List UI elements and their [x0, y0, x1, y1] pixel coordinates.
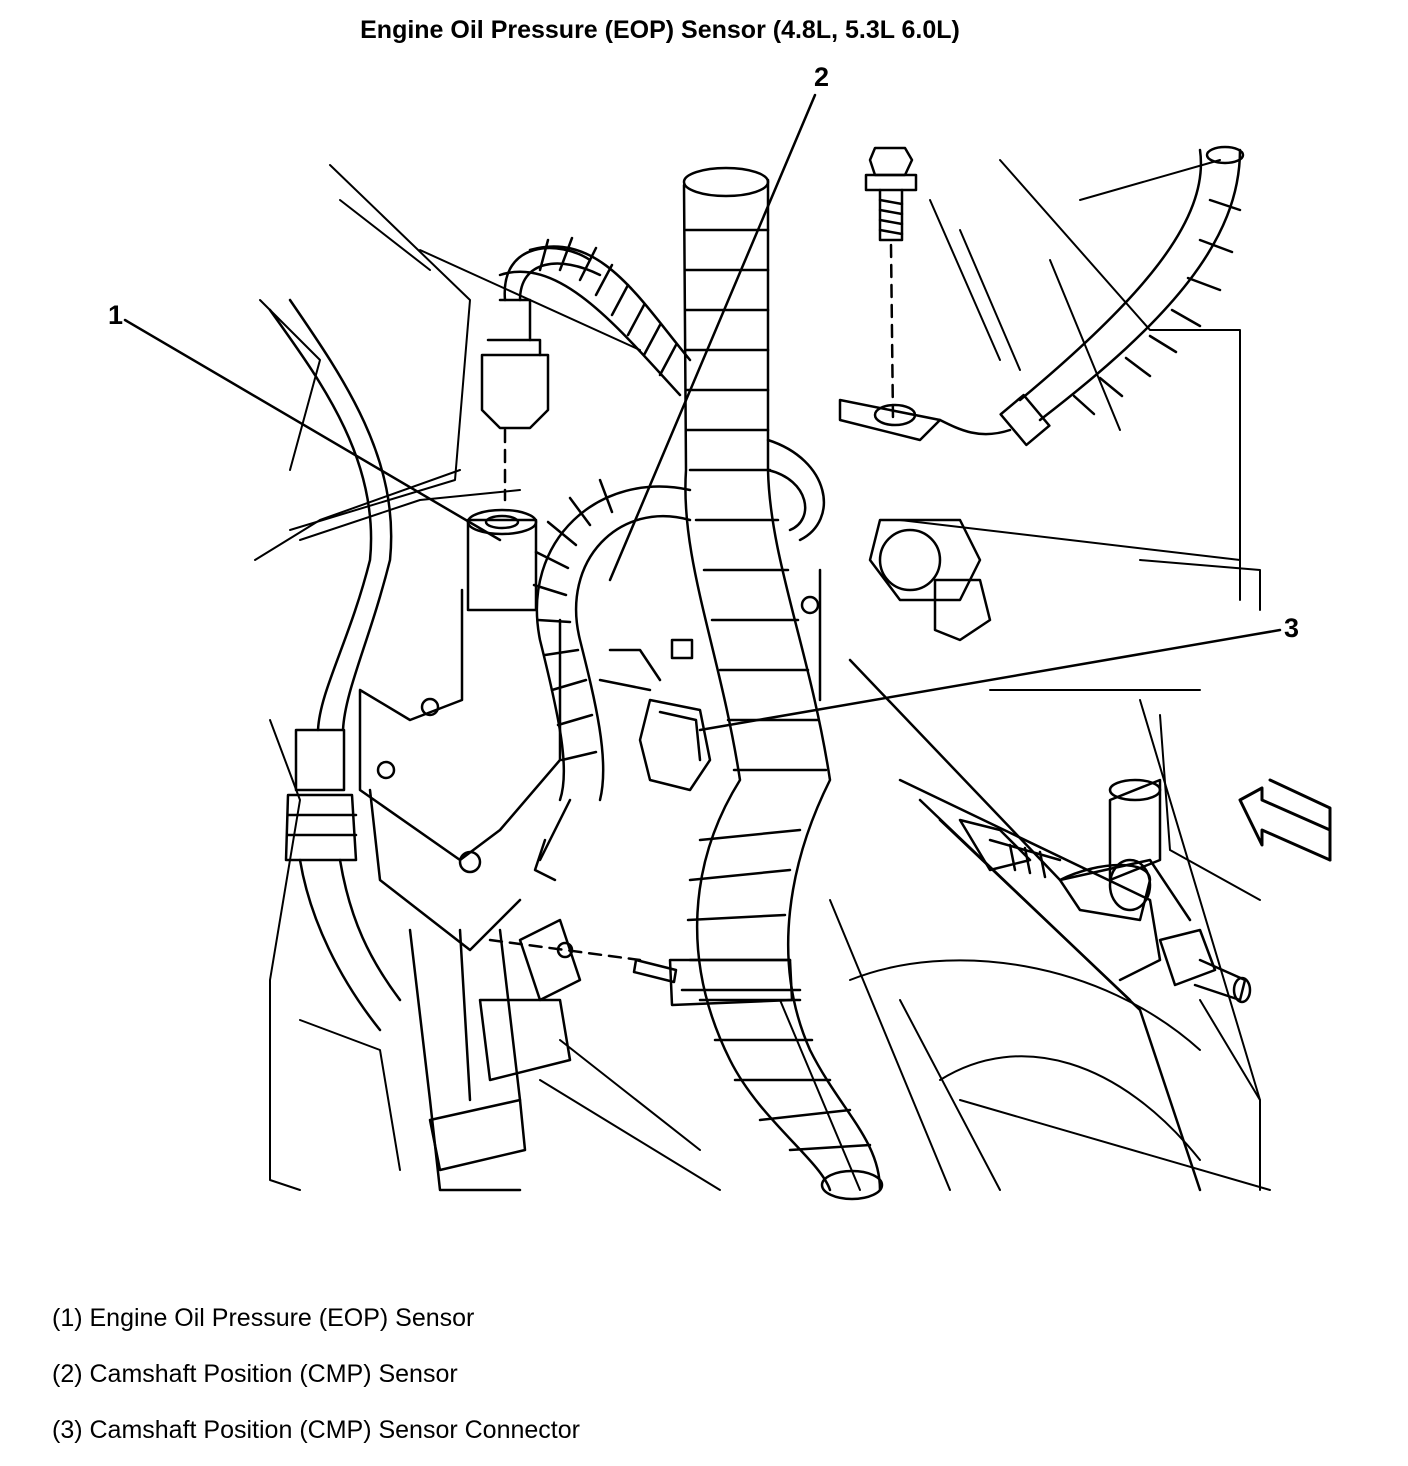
- right-harness: [768, 147, 1243, 540]
- sensor-boss: [360, 510, 560, 950]
- view-arrow-icon: [1240, 780, 1330, 860]
- cmp-connector-drawing: [600, 640, 710, 790]
- legend-item-cmp-connector: (3) Camshaft Position (CMP) Sensor Connector: [52, 1416, 580, 1444]
- oil-line: [270, 300, 400, 1030]
- legend-item-eop-sensor: (1) Engine Oil Pressure (EOP) Sensor: [52, 1304, 475, 1332]
- lower-bracket: [410, 920, 800, 1190]
- legend: [52, 1298, 580, 1466]
- bolt-drawing: [840, 148, 940, 440]
- cmp-harness: [534, 480, 690, 880]
- callout-1: 1: [108, 300, 124, 330]
- eop-harness: [500, 238, 690, 395]
- leader-lines: [125, 95, 1280, 730]
- main-harness: [684, 168, 882, 1199]
- callout-3: 3: [1284, 613, 1300, 643]
- right-components: [802, 520, 1250, 1190]
- leader-line-3: [700, 630, 1280, 730]
- diagram-title: Engine Oil Pressure (EOP) Sensor (4.8L, 5.3L 6.0L): [360, 16, 960, 44]
- callout-2: 2: [814, 62, 830, 92]
- engine-block-outline: [255, 160, 1270, 1190]
- legend-item-cmp-sensor: (2) Camshaft Position (CMP) Sensor: [52, 1360, 458, 1388]
